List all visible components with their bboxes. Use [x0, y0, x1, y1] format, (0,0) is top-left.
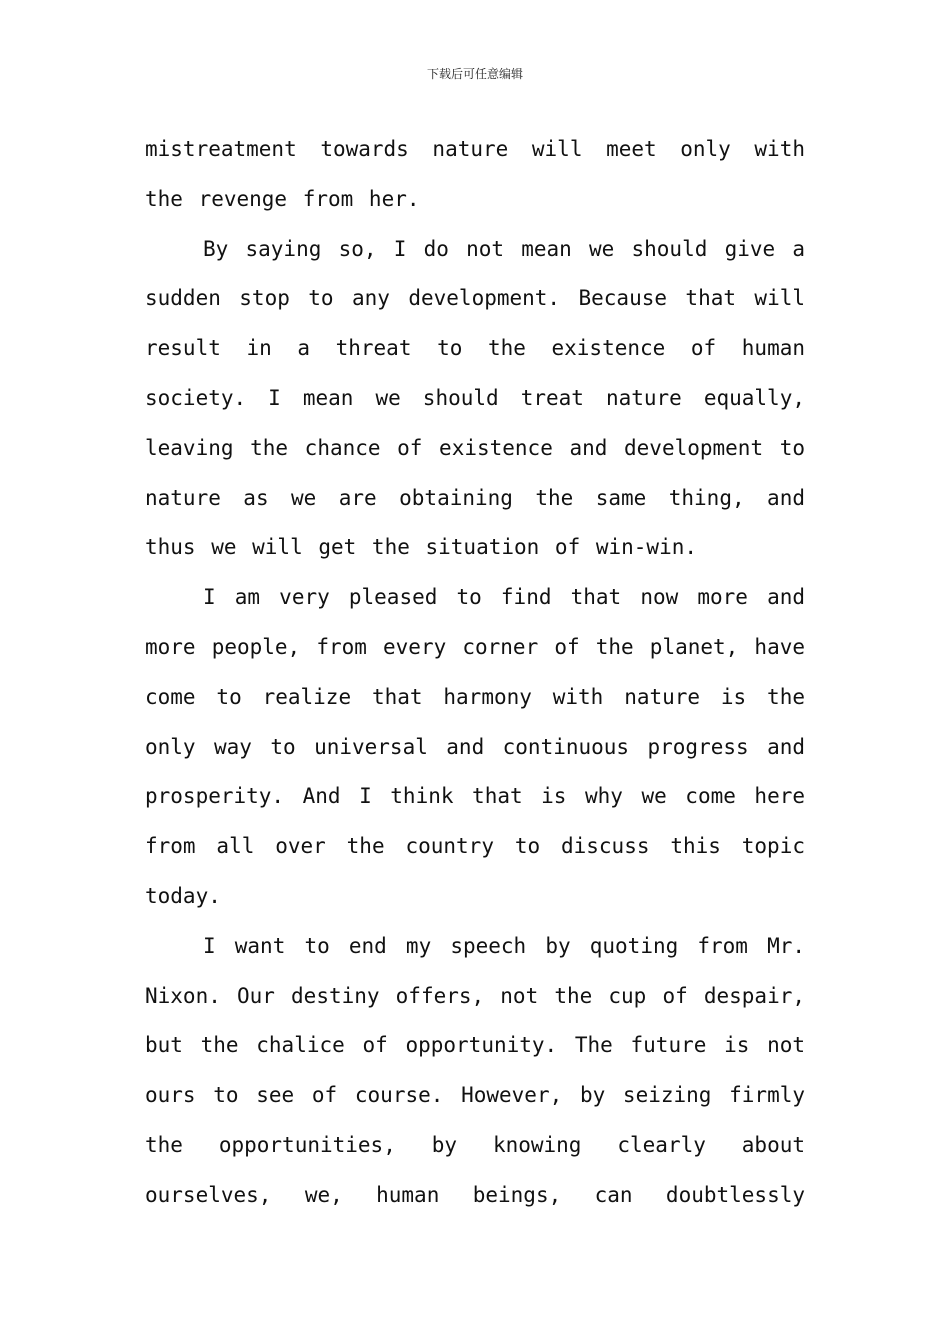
paragraph-development: By saying so, I do not mean we should give a sudden stop to any development. Because that will result in a threat to the existence of human society. I mean we should treat nature equally, leaving the chance of existence and development to nature as we are obtaining the same thing, and thus we will get the situation of win-win.: [145, 236, 805, 560]
paragraph-harmony: I am very pleased to find that now more and more people, from every corner of the planet, have come to realize that harmony with nature is the only way to universal and continuous progress and prosperity. And I think that is why we come here from all over the country to discuss this topic today.: [145, 585, 805, 908]
document-body: [145, 125, 805, 1221]
paragraph-closing-quote: I want to end my speech by quoting from Mr. Nixon. Our destiny offers, not the cup of despair, but the chalice of opportunity. The future is not ours to see of course. However, by seizing firmly the opportunities, by knowing clearly about ourselves, we, human beings, can doubtlessly: [145, 933, 805, 1207]
paragraph-continuation: mistreatment towards nature will meet only with the revenge from her.: [145, 137, 805, 211]
page-header-note: 下载后可任意编辑: [426, 67, 523, 81]
